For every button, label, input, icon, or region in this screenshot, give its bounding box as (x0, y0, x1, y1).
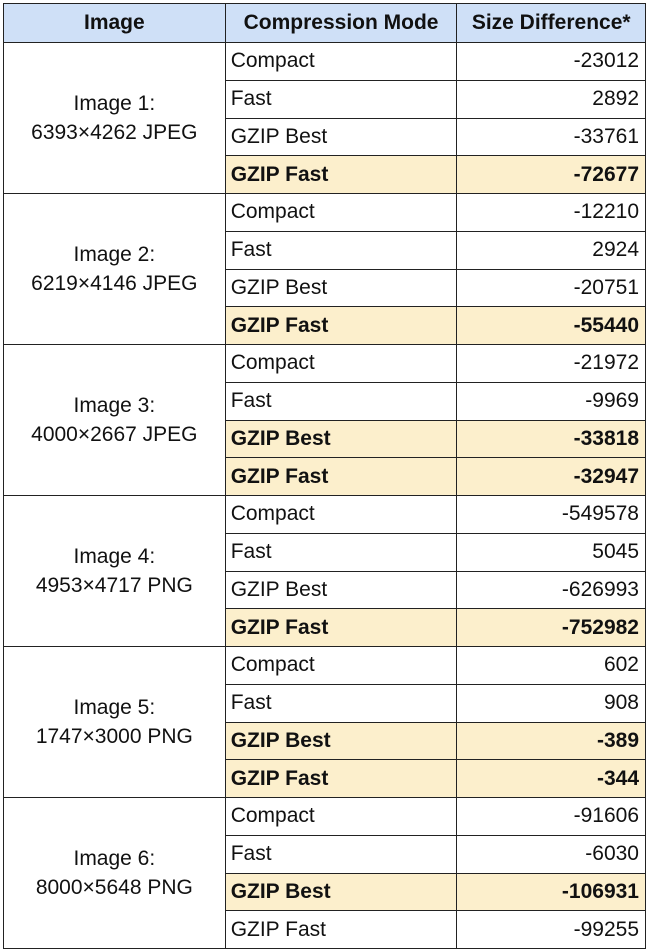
header-image: Image (4, 4, 226, 43)
image-cell (4, 43, 226, 194)
compression-mode-cell: GZIP Best (225, 420, 457, 458)
image-cell (4, 345, 226, 496)
size-difference-cell: -91606 (457, 798, 646, 836)
image-dimensions: 1747×3000 PNG (35, 725, 193, 748)
size-difference-cell: -549578 (457, 496, 646, 534)
table-row (4, 647, 646, 685)
size-difference-cell: 2924 (457, 231, 646, 269)
size-difference-cell: -344 (457, 760, 646, 798)
size-difference-cell: -389 (457, 722, 646, 760)
size-difference-cell: -33761 (457, 118, 646, 156)
image-name: Image 2: (73, 243, 156, 266)
header-size-difference: Size Difference* (457, 4, 646, 43)
size-difference-cell: -23012 (457, 43, 646, 81)
compression-mode-cell: Fast (225, 80, 457, 118)
compression-mode-cell: GZIP Best (225, 571, 457, 609)
size-difference-cell: 602 (457, 647, 646, 685)
table-row (4, 194, 646, 232)
image-cell (4, 647, 226, 798)
compression-mode-cell: GZIP Best (225, 269, 457, 307)
size-difference-cell: -9969 (457, 382, 646, 420)
size-difference-cell: -55440 (457, 307, 646, 345)
table-row (4, 798, 646, 836)
size-difference-cell: -752982 (457, 609, 646, 647)
compression-mode-cell: GZIP Best (225, 873, 457, 911)
size-difference-cell: -12210 (457, 194, 646, 232)
size-difference-cell: 908 (457, 684, 646, 722)
size-difference-cell: -33818 (457, 420, 646, 458)
size-difference-cell: -106931 (457, 873, 646, 911)
image-dimensions: 4953×4717 PNG (35, 574, 193, 597)
compression-mode-cell: Compact (225, 798, 457, 836)
size-difference-cell: -99255 (457, 911, 646, 949)
image-cell (4, 798, 226, 949)
compression-mode-cell: GZIP Fast (225, 458, 457, 496)
compression-mode-cell: Compact (225, 194, 457, 232)
size-difference-cell: -6030 (457, 835, 646, 873)
image-name: Image 4: (73, 545, 156, 568)
compression-table (3, 3, 646, 949)
compression-mode-cell: Compact (225, 43, 457, 81)
size-difference-cell: 5045 (457, 533, 646, 571)
image-dimensions: 6393×4262 JPEG (31, 121, 198, 144)
compression-mode-cell: Compact (225, 647, 457, 685)
size-difference-cell: -20751 (457, 269, 646, 307)
size-difference-cell: -32947 (457, 458, 646, 496)
table-row (4, 43, 646, 81)
image-dimensions: 8000×5648 PNG (35, 876, 193, 899)
compression-mode-cell: Compact (225, 345, 457, 383)
compression-mode-cell: Fast (225, 835, 457, 873)
header-compression-mode: Compression Mode (225, 4, 457, 43)
size-difference-cell: -72677 (457, 156, 646, 194)
image-cell (4, 194, 226, 345)
image-name: Image 1: (73, 92, 156, 115)
table-row (4, 496, 646, 534)
compression-mode-cell: GZIP Fast (225, 760, 457, 798)
size-difference-cell: -21972 (457, 345, 646, 383)
image-cell (4, 496, 226, 647)
compression-mode-cell: Compact (225, 496, 457, 534)
image-dimensions: 4000×2667 JPEG (31, 423, 198, 446)
compression-mode-cell: Fast (225, 533, 457, 571)
table-body (4, 43, 646, 949)
image-name: Image 3: (73, 394, 156, 417)
compression-mode-cell: GZIP Best (225, 722, 457, 760)
header-row (4, 4, 646, 43)
compression-mode-cell: Fast (225, 231, 457, 269)
size-difference-cell: 2892 (457, 80, 646, 118)
compression-mode-cell: GZIP Fast (225, 609, 457, 647)
image-dimensions: 6219×4146 JPEG (31, 272, 198, 295)
size-difference-cell: -626993 (457, 571, 646, 609)
image-name: Image 6: (73, 847, 156, 870)
compression-mode-cell: Fast (225, 684, 457, 722)
compression-mode-cell: GZIP Fast (225, 156, 457, 194)
compression-mode-cell: GZIP Fast (225, 307, 457, 345)
compression-mode-cell: GZIP Best (225, 118, 457, 156)
image-name: Image 5: (73, 696, 156, 719)
table-row (4, 345, 646, 383)
compression-mode-cell: GZIP Fast (225, 911, 457, 949)
compression-mode-cell: Fast (225, 382, 457, 420)
